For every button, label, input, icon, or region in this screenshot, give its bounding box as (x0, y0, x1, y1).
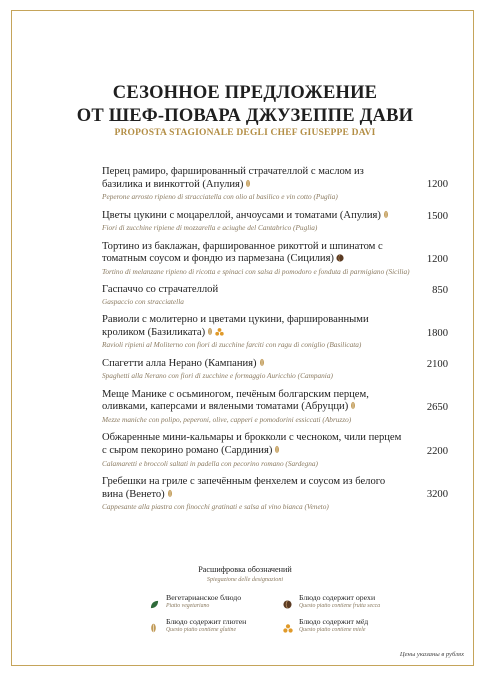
menu-item (102, 476, 460, 512)
gluten-icon (350, 401, 356, 415)
legend-label: Вегетарианское блюдо (166, 593, 242, 602)
honey-icon (215, 328, 224, 341)
dish-price: 850 (432, 284, 448, 296)
nuts-icon (336, 254, 344, 267)
dish-name-text: Меще Манике с осьминогом, печёным болгарским перцем, оливками, каперсами и вялеными томатами (Абруцци) (102, 388, 369, 413)
dish-name (102, 210, 402, 224)
menu-item (102, 314, 460, 350)
menu-item (102, 241, 460, 277)
dish-name-italian: Fiori di zucchine ripiene di mozzarella e aciughe del Cantabrico (Puglia) (102, 223, 318, 233)
legend-vegetarian (166, 593, 241, 610)
dish-name-italian: Ravioli ripieni al Moliterno con fiori di zucchine farciti con ragu di coniglio (Basilicata) (102, 340, 362, 350)
honey-icon (283, 618, 293, 637)
dish-price: 1200 (426, 253, 448, 265)
dish-name (102, 389, 402, 415)
gluten-icon (207, 327, 213, 341)
legend-label: Блюдо содержит мёд (299, 617, 369, 626)
dish-name-italian: Tortino di melanzane ripieno di ricotta e spinaci con salsa di pomodoro e fonduta di parmigiano (Sicilia) (102, 266, 410, 276)
legend-sublabel: Questo piatto contiene glutine (166, 627, 237, 633)
dish-price: 1500 (426, 210, 448, 222)
dish-name-italian: Peperone arrosto ripieno di stracciatella con olio al basilico e vin cotto (Puglia) (102, 192, 338, 202)
legend-label: Блюдо содержит глютен (166, 617, 247, 626)
legend-sublabel: Piatto vegetariano (166, 603, 210, 609)
dish-name-text: Цветы цукини с моцареллой, анчоусами и томатами (Апулия) (102, 209, 381, 221)
title-line-1: СЕЗОННОЕ ПРЕДЛОЖЕНИЕ (112, 83, 378, 103)
menu-items (102, 166, 460, 520)
dish-name-italian: Spaghetti alla Nerano con fiori di zucchine e formaggio Auricchio (Campania) (102, 371, 333, 381)
gluten-icon (383, 210, 389, 224)
gluten-icon (259, 358, 265, 372)
dish-price: 2200 (426, 445, 448, 457)
dish-name-text: Гаспаччо со страчателлой (102, 284, 219, 296)
menu-item (102, 166, 460, 202)
dish-name-italian: Cappesante alla piastra con finocchi gratinati e salsa al vino bianca (Veneto) (102, 502, 329, 512)
dish-name-text: Обжаренные мини-кальмары и брокколи с чесноком, чили перцем с сыром пекорино романо (Сардиния) (102, 432, 402, 456)
title-line-2: ОТ ШЕФ-ПОВАРА ДЖУЗЕППЕ ДАВИ (76, 106, 414, 126)
gluten-icon (245, 179, 251, 193)
dish-name (102, 241, 402, 267)
menu-item (102, 284, 460, 306)
dish-name (102, 314, 402, 340)
page-subtitle: PROPOSTA STAGIONALE DEGLI CHEF GIUSEPPE DAVI (114, 128, 376, 138)
dish-price: 3200 (426, 489, 448, 501)
dish-name-text: Равиоли с молитерно и цветами цукини, фаршированными кроликом (Базиликата) (102, 314, 369, 338)
gluten-icon (167, 489, 173, 503)
dish-price: 2650 (426, 402, 448, 414)
dish-name-text: Гребешки на гриле с запечённым фенхелем и соусом из белого вина (Венето) (102, 475, 386, 500)
dish-name-italian: Calamaretti e broccoli saltati in padella con pecorino romano (Sardegna) (102, 458, 318, 468)
dish-name-italian: Mezze maniche con polipo, peperoni, olive, capperi e pomodorini essiccati (Abruzzo) (102, 414, 352, 424)
dish-name-text: Тортино из баклажан, фаршированное рикоттой и шпинатом с томатным соусом и фондю из пармезана (Сицилия) (102, 240, 383, 265)
menu-item (102, 432, 460, 468)
dish-name-text: Спагетти алла Нерано (Кампания) (102, 357, 257, 369)
menu-item (102, 210, 460, 233)
dish-price: 1800 (426, 327, 448, 339)
dish-name-text: Перец рамиро, фаршированный страчателлой с маслом из базилика и винкоттой (Апулия) (102, 166, 364, 190)
dish-name (102, 432, 402, 458)
legend-label: Блюдо содержит орехи (299, 593, 376, 602)
dish-name (102, 476, 402, 502)
legend-nuts (299, 593, 380, 610)
nuts-icon (283, 594, 292, 613)
menu-item (102, 389, 460, 425)
legend-title: Расшифровка обозначений (198, 565, 292, 574)
gluten-icon (150, 618, 157, 637)
dish-price: 2100 (426, 359, 448, 371)
dish-price: 1200 (426, 179, 448, 191)
leaf-icon (150, 594, 159, 613)
gluten-icon (274, 445, 280, 459)
menu-item (102, 358, 460, 381)
legend-sublabel: Questo piatto contiene frutta secca (299, 603, 381, 609)
legend-gluten (166, 617, 246, 634)
dish-name (102, 284, 402, 297)
page-title (0, 82, 490, 128)
legend-sublabel: Questo piatto contiene miele (299, 627, 366, 633)
dish-name (102, 166, 402, 192)
dish-name-italian: Gaspaccio con stracciatella (102, 296, 184, 306)
legend-honey (299, 617, 368, 634)
legend-subtitle: Spiegazione delle designazioni (206, 576, 284, 583)
price-note: Цены указаны в рублях (399, 651, 464, 658)
dish-name (102, 358, 402, 372)
